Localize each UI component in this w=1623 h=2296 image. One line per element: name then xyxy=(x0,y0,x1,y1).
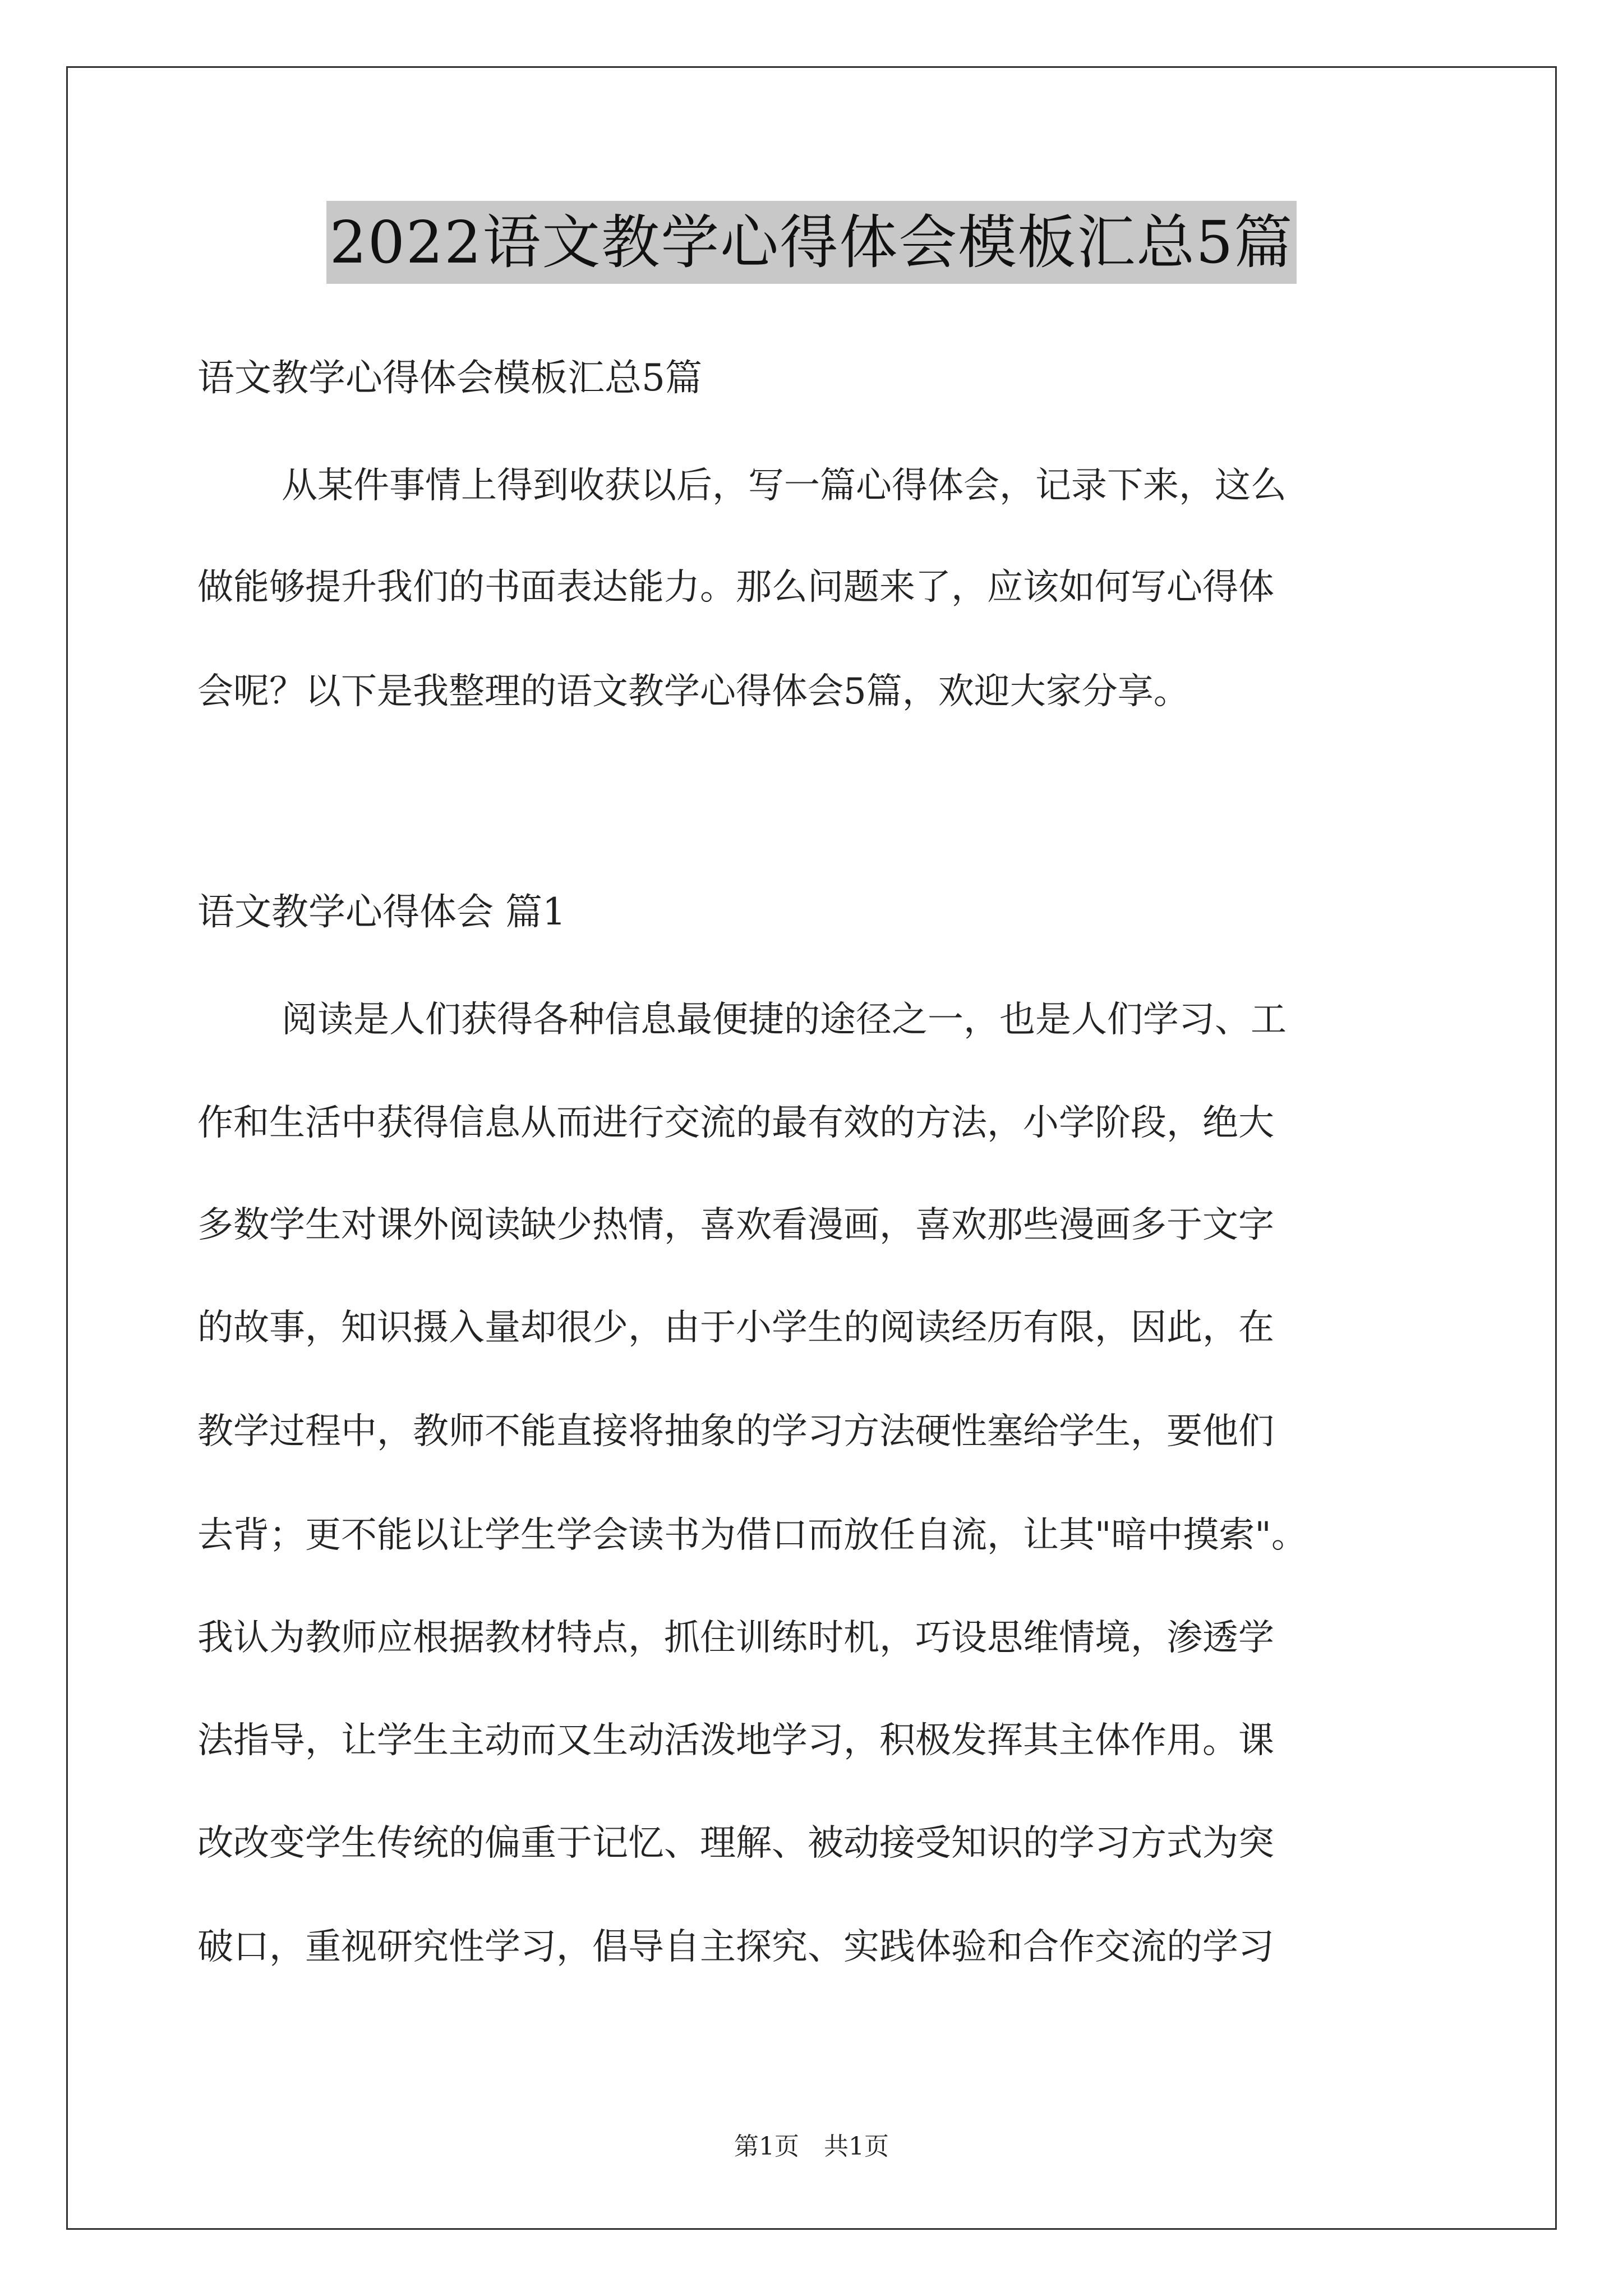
section-title: 语文教学心得体会 篇1 xyxy=(197,890,566,933)
body-line-4: 的故事，知识摄入量却很少，由于小学生的阅读经历有限，因此，在 xyxy=(197,1307,1274,1349)
document-title: 2022语文教学心得体会模板汇总5篇 xyxy=(326,201,1297,284)
body-line-8: 法指导，让学生主动而又生动活泼地学习，积极发挥其主体作用。课 xyxy=(197,1720,1274,1761)
body-line-9: 改改变学生传统的偏重于记忆、理解、被动接受知识的学习方式为突 xyxy=(197,1823,1274,1864)
document-heading: 语文教学心得体会模板汇总5篇 xyxy=(197,356,702,399)
body-line-7: 我认为教师应根据教材特点，抓住训练时机，巧设思维情境，渗透学 xyxy=(197,1617,1274,1659)
body-line-5: 教学过程中，教师不能直接将抽象的学习方法硬性塞给学生，要他们 xyxy=(197,1411,1274,1452)
intro-line-1: 从某件事情上得到收获以后，写一篇心得体会，记录下来，这么 xyxy=(282,465,1287,507)
intro-line-3: 会呢？以下是我整理的语文教学心得体会5篇，欢迎大家分享。 xyxy=(197,671,1189,712)
body-line-6: 去背；更不能以让学生学会读书为借口而放任自流，让其"暗中摸索"。 xyxy=(197,1515,1307,1556)
body-line-2: 作和生活中获得信息从而进行交流的最有效的方法，小学阶段，绝大 xyxy=(197,1102,1274,1144)
body-line-1: 阅读是人们获得各种信息最便捷的途径之一，也是人们学习、工 xyxy=(282,999,1287,1041)
body-line-3: 多数学生对课外阅读缺少热情，喜欢看漫画，喜欢那些漫画多于文字 xyxy=(197,1204,1274,1246)
body-line-10: 破口，重视研究性学习，倡导自主探究、实践体验和合作交流的学习 xyxy=(197,1926,1274,1968)
intro-line-2: 做能够提升我们的书面表达能力。那么问题来了，应该如何写心得体 xyxy=(197,567,1274,608)
page-footer: 第1页 共1页 xyxy=(734,2132,889,2161)
title-container xyxy=(0,201,1623,284)
